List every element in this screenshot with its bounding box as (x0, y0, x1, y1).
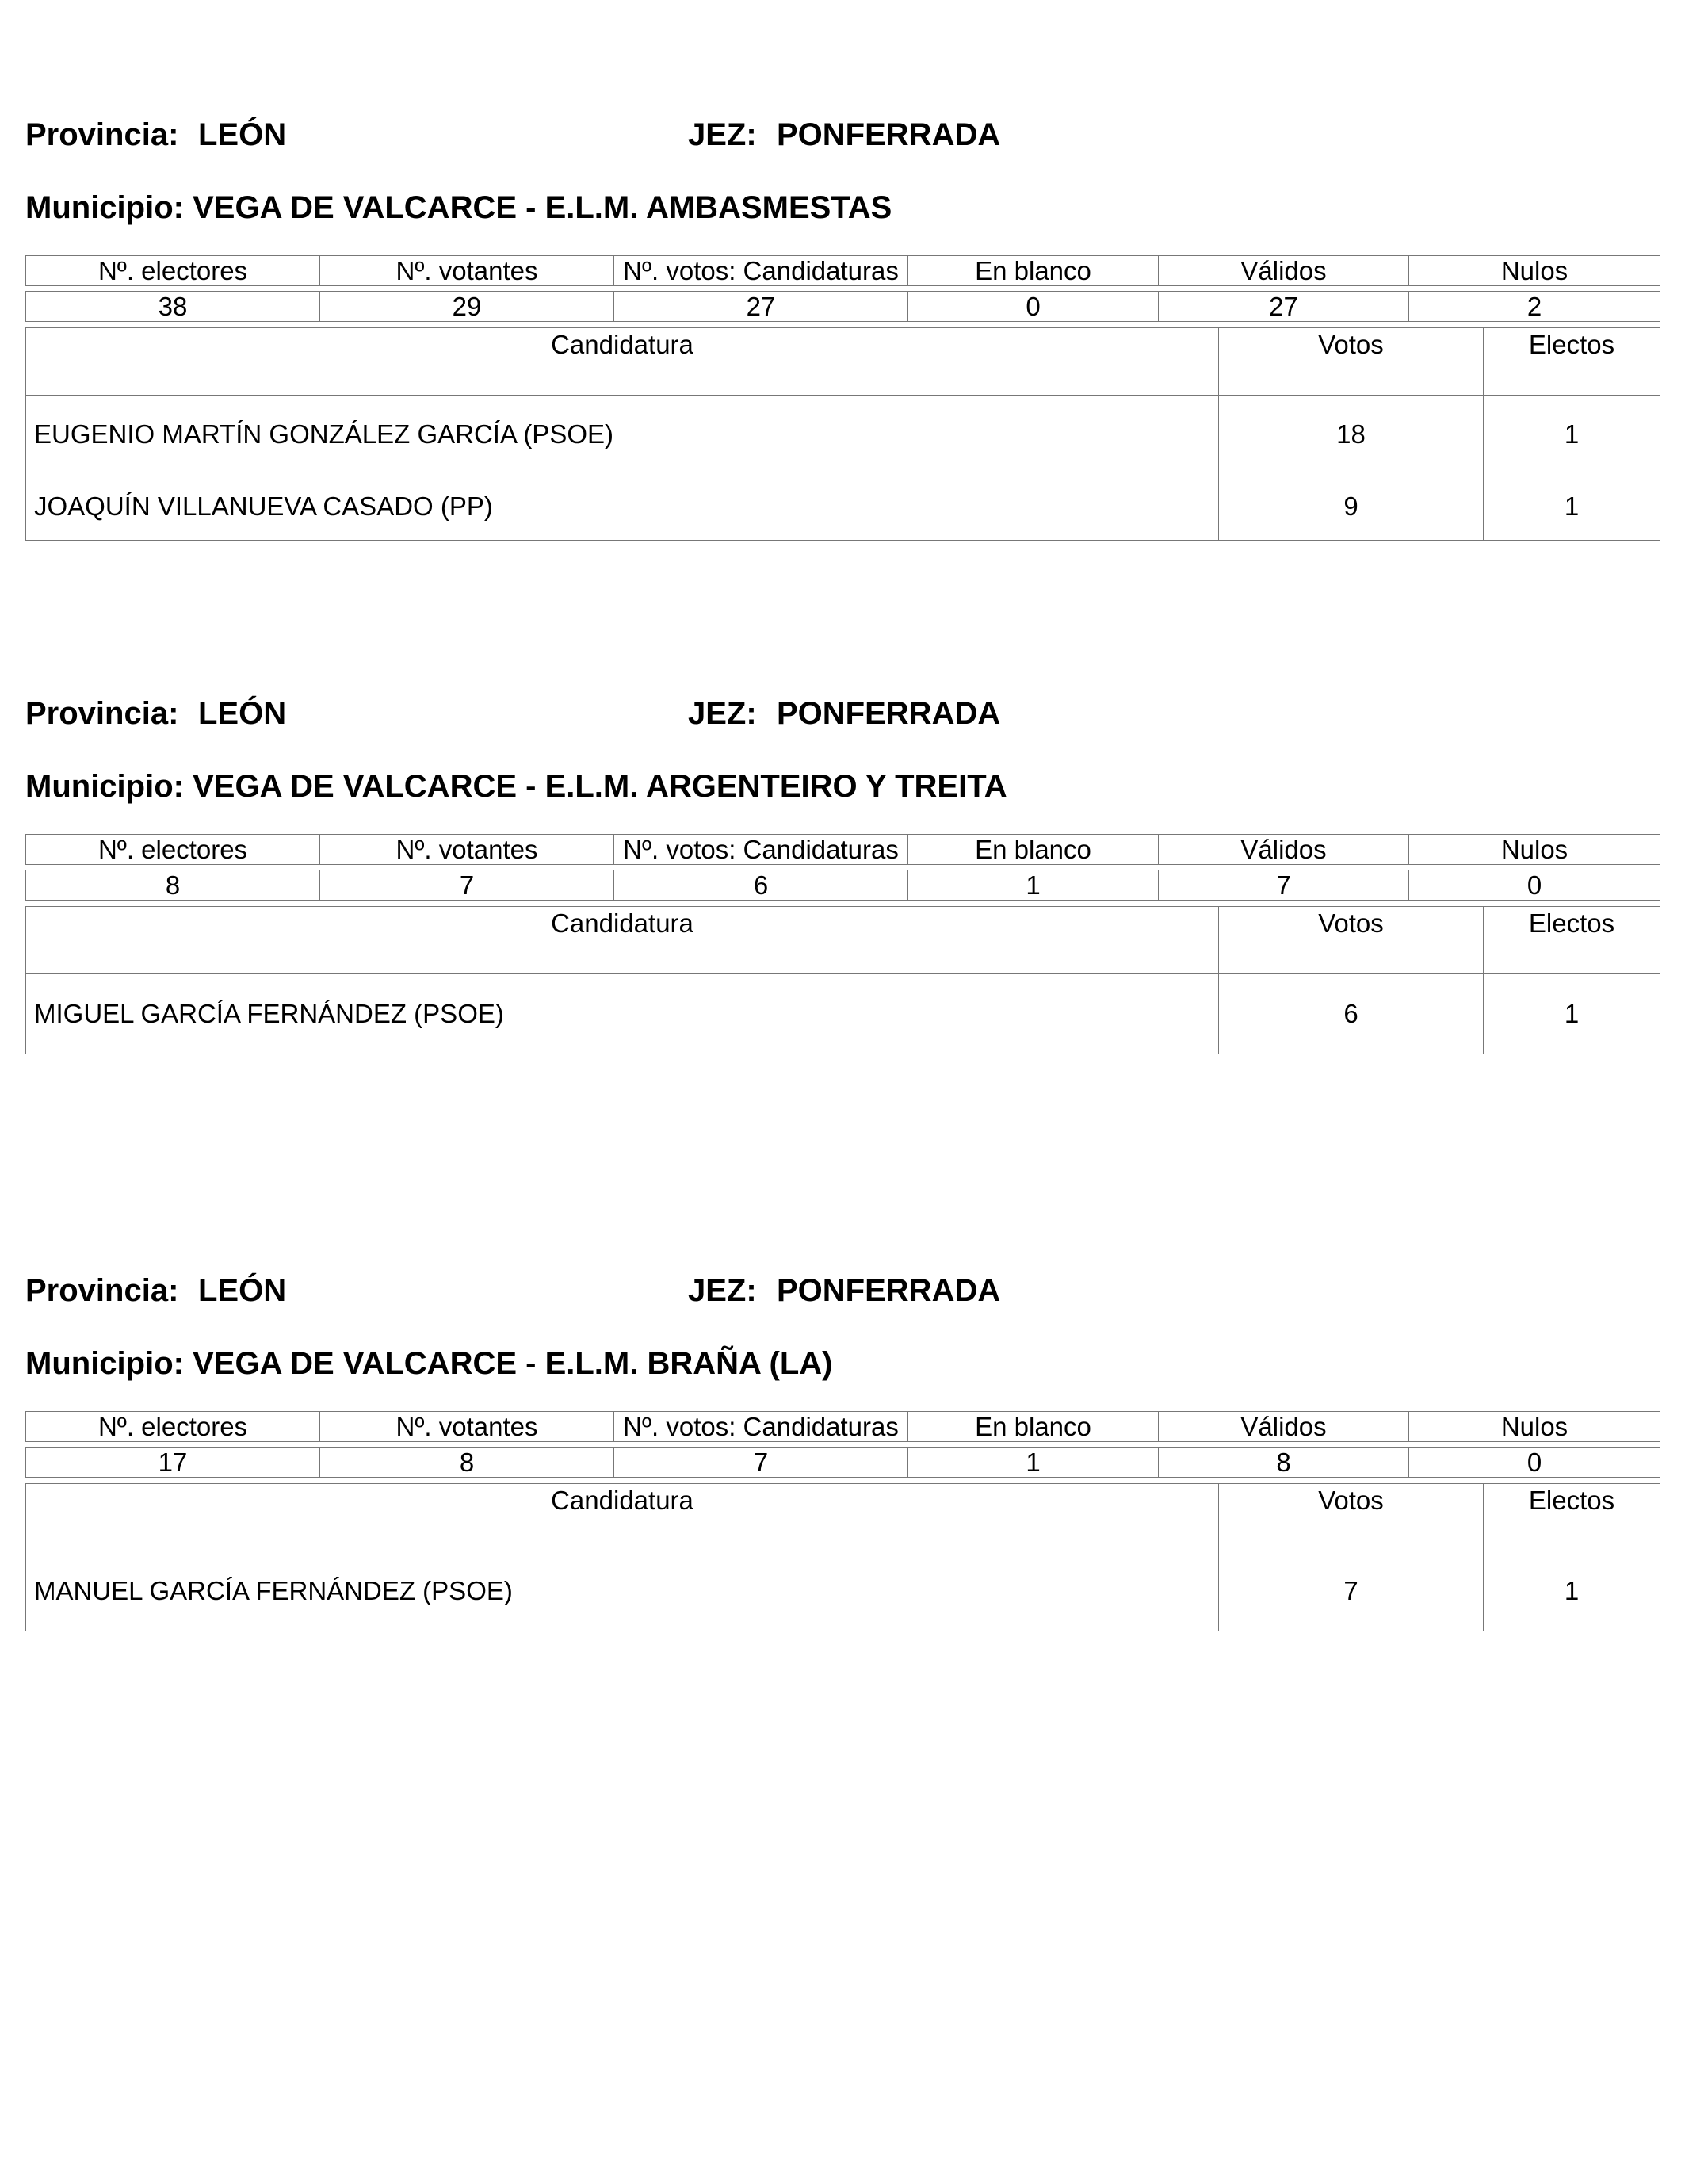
stats-value-cell: 1 (908, 870, 1159, 901)
stats-value-cell: 8 (1159, 1448, 1409, 1478)
stats-value-cell: 7 (1159, 870, 1409, 901)
stats-value-cell: 7 (320, 870, 614, 901)
stats-value-row (26, 292, 1660, 322)
candidate-name: MIGUEL GARCÍA FERNÁNDEZ (PSOE) (26, 974, 1219, 1054)
candidates-header-row (26, 1484, 1660, 1551)
electos-header: Electos (1484, 1484, 1660, 1551)
stats-header-cell: Nº. votos: Candidaturas (614, 1412, 908, 1442)
candidates-header-row (26, 907, 1660, 974)
section-header (25, 1267, 1660, 1314)
votos-header: Votos (1219, 907, 1484, 974)
stats-value-cell: 7 (614, 1448, 908, 1478)
votos-header: Votos (1219, 328, 1484, 396)
stats-value-cell: 0 (1409, 870, 1660, 901)
stats-header-cell: Nº. votantes (320, 256, 614, 286)
municipio-title (25, 1340, 832, 1387)
stats-value-cell: 0 (908, 292, 1159, 322)
candidate-electos: 1 (1484, 1551, 1660, 1631)
candidatura-header: Candidatura (26, 328, 1219, 396)
provincia-label: Provincia: (25, 117, 179, 152)
municipio-label: Municipio: (25, 190, 184, 225)
candidate-votos: 6 (1219, 974, 1484, 1054)
candidates-header-row (26, 328, 1660, 396)
candidate-row (26, 396, 1660, 474)
stats-value-cell: 2 (1409, 292, 1660, 322)
stats-table (25, 1411, 1660, 1478)
candidates-table (25, 327, 1660, 541)
stats-header-row (26, 835, 1660, 865)
provincia-label: Provincia: (25, 1273, 179, 1308)
municipio-value: VEGA DE VALCARCE - E.L.M. BRAÑA (LA) (193, 1346, 833, 1381)
jez-label: JEZ: (688, 1273, 757, 1308)
stats-header-cell: Nulos (1409, 256, 1660, 286)
stats-value-cell: 6 (614, 870, 908, 901)
provincia-label: Provincia: (25, 696, 179, 731)
stats-value-cell: 17 (26, 1448, 320, 1478)
stats-header-cell: Válidos (1159, 1412, 1409, 1442)
jez-label: JEZ: (688, 696, 757, 731)
jez-label: JEZ: (688, 117, 757, 152)
candidate-votos: 18 (1219, 396, 1484, 474)
stats-header-row (26, 1412, 1660, 1442)
stats-header-cell: Válidos (1159, 835, 1409, 865)
stats-value-cell: 8 (320, 1448, 614, 1478)
stats-value-row (26, 1448, 1660, 1478)
stats-header-cell: Válidos (1159, 256, 1409, 286)
section-header (25, 690, 1660, 737)
municipio-label: Municipio: (25, 769, 184, 804)
stats-header-cell: En blanco (908, 835, 1159, 865)
stats-header-cell: Nº. electores (26, 835, 320, 865)
candidates-table (25, 906, 1660, 1054)
stats-header-cell: Nº. votos: Candidaturas (614, 835, 908, 865)
stats-header-cell: Nulos (1409, 835, 1660, 865)
candidate-row (26, 473, 1660, 541)
provincia-value: LEÓN (198, 117, 287, 152)
jez-value: PONFERRADA (777, 1273, 1001, 1308)
stats-table (25, 834, 1660, 901)
municipio-title (25, 763, 1007, 810)
stats-value-cell: 29 (320, 292, 614, 322)
candidate-name: JOAQUÍN VILLANUEVA CASADO (PP) (26, 473, 1219, 541)
candidate-votos: 7 (1219, 1551, 1484, 1631)
stats-value-cell: 27 (614, 292, 908, 322)
stats-value-cell: 0 (1409, 1448, 1660, 1478)
jez-value: PONFERRADA (777, 696, 1001, 731)
candidate-votos: 9 (1219, 473, 1484, 541)
stats-header-row (26, 256, 1660, 286)
stats-value-cell: 27 (1159, 292, 1409, 322)
candidates-table (25, 1483, 1660, 1631)
stats-header-cell: En blanco (908, 1412, 1159, 1442)
municipio-value: VEGA DE VALCARCE - E.L.M. ARGENTEIRO Y TREITA (193, 769, 1007, 804)
stats-value-cell: 1 (908, 1448, 1159, 1478)
stats-table (25, 255, 1660, 322)
jez-value: PONFERRADA (777, 117, 1001, 152)
municipio-value: VEGA DE VALCARCE - E.L.M. AMBASMESTAS (193, 190, 892, 225)
candidate-row (26, 974, 1660, 1054)
candidate-name: MANUEL GARCÍA FERNÁNDEZ (PSOE) (26, 1551, 1219, 1631)
provincia-value: LEÓN (198, 696, 287, 731)
stats-header-cell: Nº. votantes (320, 835, 614, 865)
stats-header-cell: Nulos (1409, 1412, 1660, 1442)
stats-header-cell: En blanco (908, 256, 1159, 286)
stats-header-cell: Nº. electores (26, 1412, 320, 1442)
candidate-name: EUGENIO MARTÍN GONZÁLEZ GARCÍA (PSOE) (26, 396, 1219, 474)
candidatura-header: Candidatura (26, 907, 1219, 974)
votos-header: Votos (1219, 1484, 1484, 1551)
provincia-value: LEÓN (198, 1273, 287, 1308)
stats-value-row (26, 870, 1660, 901)
electos-header: Electos (1484, 907, 1660, 974)
candidate-row (26, 1551, 1660, 1631)
stats-header-cell: Nº. votos: Candidaturas (614, 256, 908, 286)
candidatura-header: Candidatura (26, 1484, 1219, 1551)
stats-header-cell: Nº. votantes (320, 1412, 614, 1442)
candidate-electos: 1 (1484, 974, 1660, 1054)
municipio-title (25, 184, 892, 231)
electos-header: Electos (1484, 328, 1660, 396)
stats-header-cell: Nº. electores (26, 256, 320, 286)
stats-value-cell: 8 (26, 870, 320, 901)
section-header (25, 111, 1660, 159)
candidate-electos: 1 (1484, 473, 1660, 541)
stats-value-cell: 38 (26, 292, 320, 322)
municipio-label: Municipio: (25, 1346, 184, 1381)
candidate-electos: 1 (1484, 396, 1660, 474)
